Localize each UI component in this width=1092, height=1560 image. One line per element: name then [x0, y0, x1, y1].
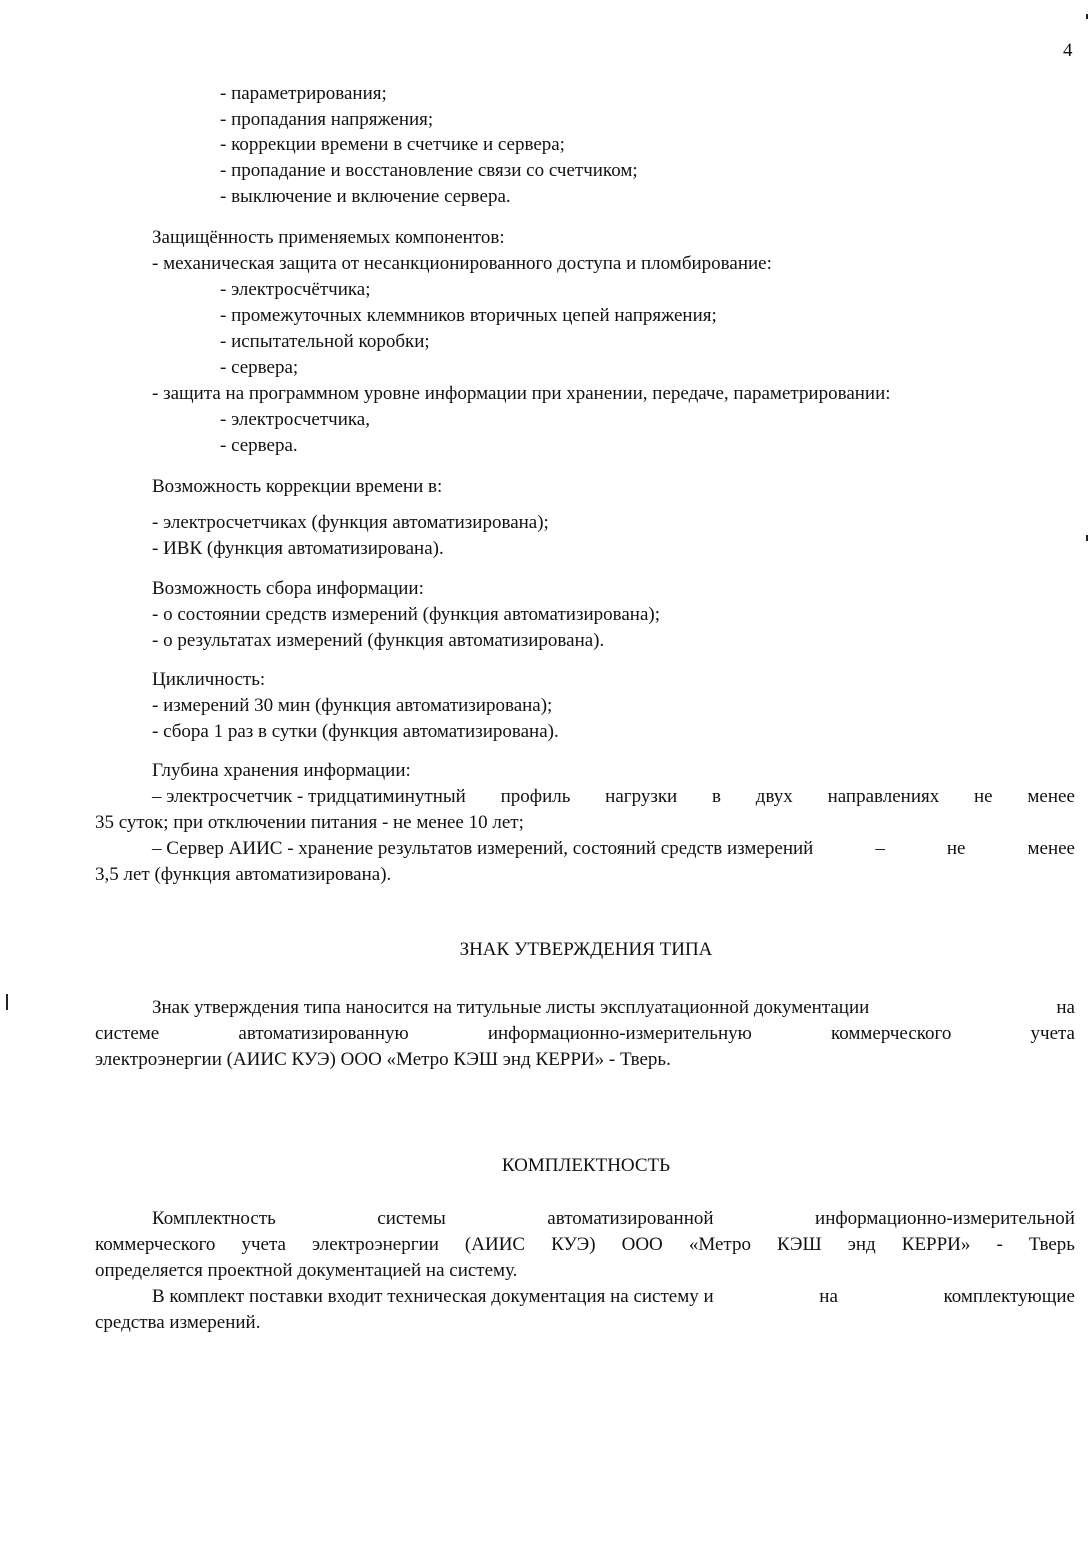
- word: – электросчетчик - тридцатиминутный: [152, 786, 466, 807]
- completeness-paragraph-2: [95, 1284, 1075, 1336]
- list-item: - испытательной коробки;: [220, 331, 430, 352]
- list-item: - сбора 1 раз в сутки (функция автоматизирована).: [152, 721, 559, 742]
- list-item: - пропадания напряжения;: [220, 109, 434, 130]
- list-item: - измерений 30 мин (функция автоматизирована);: [152, 695, 553, 716]
- word: ООО: [621, 1234, 663, 1255]
- word: направлениях: [827, 786, 940, 807]
- text-line: определяется проектной документацией на систему.: [95, 1260, 518, 1281]
- heading-type-approval: ЗНАК УТВЕРЖДЕНИЯ ТИПА: [459, 939, 713, 960]
- word: электроэнергии: [312, 1234, 439, 1255]
- text-line: электроэнергии (АИИС КУЭ) ООО «Метро КЭШ энд КЕРРИ» - Тверь.: [95, 1049, 671, 1070]
- word: информационно-измерительной: [815, 1208, 1075, 1229]
- type-approval-paragraph: [95, 995, 1075, 1073]
- section-title-data-collection: Возможность сбора информации:: [152, 578, 424, 599]
- word: менее: [1027, 838, 1075, 859]
- word: В комплект поставки входит техническая документация на систему и: [152, 1286, 714, 1307]
- list-item: - о состоянии средств измерений (функция автоматизирована);: [152, 604, 660, 625]
- word: в: [712, 786, 721, 807]
- section-title-cyclicity: Цикличность:: [152, 669, 266, 690]
- word: Комплектность: [152, 1208, 276, 1229]
- list-item: - механическая защита от несанкционированного доступа и пломбирование:: [152, 253, 772, 274]
- completeness-paragraph-1: [95, 1206, 1075, 1284]
- page-number: 4: [1063, 40, 1073, 61]
- list-item: - пропадание и восстановление связи со счетчиком;: [220, 160, 638, 181]
- list-item: - коррекции времени в счетчике и сервера;: [220, 134, 565, 155]
- word: «Метро: [688, 1234, 751, 1255]
- word: коммерческого: [830, 1023, 952, 1044]
- word: КЭШ: [777, 1234, 822, 1255]
- list-item: - электросчётчика;: [220, 279, 371, 300]
- list-item: - сервера.: [220, 435, 298, 456]
- word: КУЭ): [551, 1234, 596, 1255]
- heading-completeness: КОМПЛЕКТНОСТЬ: [501, 1155, 671, 1176]
- word: профиль: [500, 786, 571, 807]
- list-item: - параметрирования;: [220, 83, 387, 104]
- list-item: - промежуточных клеммников вторичных цепей напряжения;: [220, 305, 717, 326]
- list-item: - о результатах измерений (функция автоматизирована).: [152, 630, 605, 651]
- list-item: - электросчетчиках (функция автоматизирована);: [152, 512, 549, 533]
- word: информационно-измерительную: [487, 1023, 752, 1044]
- scan-artifact: [6, 994, 8, 1010]
- word: коммерческого: [95, 1234, 216, 1255]
- word: -: [996, 1234, 1003, 1255]
- word: учета: [1030, 1023, 1075, 1044]
- word: на: [819, 1286, 838, 1307]
- word: – Сервер АИИС - хранение результатов измерений, состояний средств измерений: [152, 838, 814, 859]
- word: –: [875, 838, 885, 859]
- word: не: [946, 838, 966, 859]
- word: автоматизированной: [547, 1208, 714, 1229]
- storage-server-paragraph: [95, 836, 1075, 888]
- word: не: [974, 786, 993, 807]
- text-line: 35 суток; при отключении питания - не менее 10 лет;: [95, 812, 524, 833]
- word: комплектующие: [943, 1286, 1075, 1307]
- list-item: - сервера;: [220, 357, 299, 378]
- word: Знак утверждения типа наносится на титульные листы эксплуатационной документации: [152, 997, 870, 1018]
- word: менее: [1027, 786, 1075, 807]
- list-item: - выключение и включение сервера.: [220, 186, 511, 207]
- list-item: - ИВК (функция автоматизирована).: [152, 538, 444, 559]
- list-item: - электросчетчика,: [220, 409, 370, 430]
- word: системы: [377, 1208, 446, 1229]
- word: системе: [95, 1023, 160, 1044]
- list-item: - защита на программном уровне информации при хранении, передаче, параметрировании:: [152, 383, 891, 404]
- word: двух: [755, 786, 793, 807]
- section-title-time-correction: Возможность коррекции времени в:: [152, 476, 443, 497]
- section-title-protection: Защищённость применяемых компонентов:: [152, 227, 505, 248]
- word: на: [1056, 997, 1075, 1018]
- word: энд: [847, 1234, 876, 1255]
- word: автоматизированную: [238, 1023, 409, 1044]
- storage-meter-paragraph: [95, 784, 1075, 836]
- word: КЕРРИ»: [901, 1234, 971, 1255]
- word: нагрузки: [605, 786, 678, 807]
- word: учета: [241, 1234, 286, 1255]
- word: (АИИС: [464, 1234, 526, 1255]
- text-line: средства измерений.: [95, 1312, 261, 1333]
- scan-artifact: [1086, 535, 1088, 541]
- word: Тверь: [1028, 1234, 1075, 1255]
- section-title-storage: Глубина хранения информации:: [152, 760, 411, 781]
- scan-artifact: [1086, 14, 1088, 19]
- text-line: 3,5 лет (функция автоматизирована).: [95, 864, 392, 885]
